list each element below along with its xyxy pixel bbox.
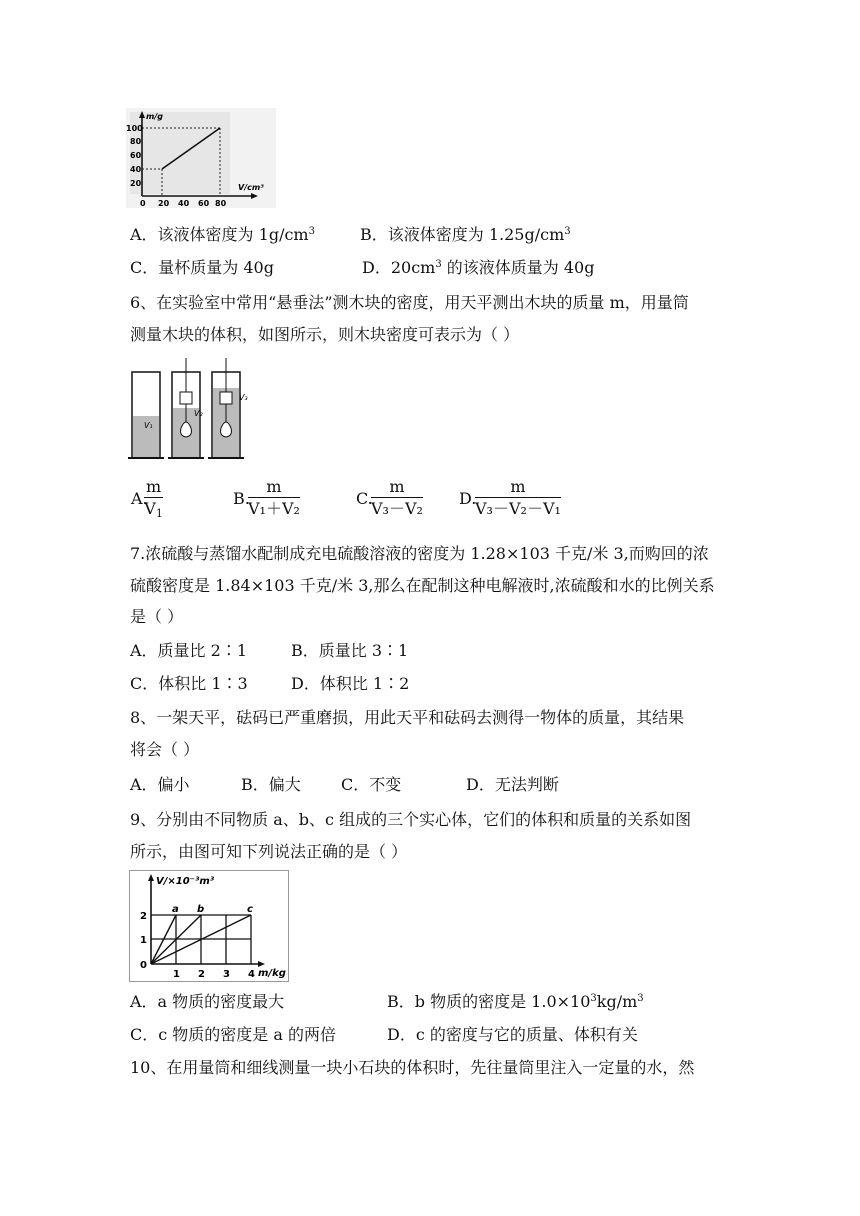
q9-option-a: A．a 物质的密度最大 — [130, 992, 285, 1011]
q9-y-tick: 2 — [140, 911, 147, 922]
q5-x-tick: 0 — [140, 199, 146, 208]
q6-option-c-denominator: V₃－V₂ — [371, 499, 423, 518]
q9-stem-line2: 所示，由图可知下列说法正确的是（ ） — [130, 842, 408, 861]
q5-y-axis-label: m/g — [146, 112, 163, 121]
q6-option-c-fraction — [371, 478, 423, 519]
q6-option-c-label: C. — [356, 489, 373, 508]
q5-option-a: A．该液体密度为 $1g/cm^3$ — [130, 225, 315, 244]
q6-cylinders-figure — [128, 358, 250, 464]
q9-y-tick: 1 — [140, 935, 147, 946]
q9-option-b: B．b 物质的密度是 $1.0\times 10^3kg/m^3$ — [387, 992, 644, 1011]
q9-stem-line1: 9、分别由不同物质 a、b、c 组成的三个实心体，它们的体积和质量的关系如图 — [130, 810, 692, 829]
q5-x-tick: 40 — [178, 199, 190, 208]
q5-y-tick: 60 — [130, 151, 142, 160]
q5-y-tick: 80 — [130, 137, 142, 146]
q9-x-tick: 4 — [248, 969, 255, 980]
q5-option-c: C．量杯质量为 40g — [130, 258, 274, 277]
q6-option-a-denominator: $V_1$ — [144, 499, 163, 520]
q9-line-label-a: a — [172, 904, 179, 915]
q6-option-a-label: A. — [131, 489, 148, 508]
q9-line-label-b: b — [197, 904, 205, 915]
q7-option-b: B．质量比 3∶1 — [291, 641, 409, 660]
q7-stem-line2: 硫酸密度是 1.84×103 千克/米 3,那么在配制这种电解液时,浓硫酸和水的比例关系 — [130, 576, 715, 595]
q5-y-tick: 20 — [130, 179, 142, 188]
q9-x-axis-label: m/kg — [258, 968, 286, 979]
q5-option-b: B．该液体密度为 $1.25g/cm^3$ — [360, 225, 571, 244]
q6-option-d-label: D. — [459, 489, 477, 508]
q5-option-d: D．$20cm^3$ 的该液体质量为 40g — [362, 258, 595, 277]
q7-option-a: A．质量比 2∶1 — [130, 641, 248, 660]
q10-stem-line1: 10、在用量筒和细线测量一块小石块的体积时，先往量筒里注入一定量的水，然 — [130, 1058, 695, 1077]
q5-y-tick: 40 — [130, 165, 142, 174]
q6-option-a-numerator: m — [146, 477, 162, 496]
q9-y-axis-label: V/×10⁻³m³ — [156, 876, 215, 887]
q6-option-a-fraction — [144, 478, 163, 519]
q6-stem-line2: 测量木块的体积，如图所示，则木块密度可表示为（ ） — [130, 325, 520, 344]
q6-option-b-label: B. — [233, 489, 250, 508]
q6-option-b-numerator: m — [248, 478, 300, 498]
q8-option-d: D．无法判断 — [466, 775, 559, 794]
q9-option-c: C．c 物质的密度是 a 的两倍 — [130, 1025, 337, 1044]
q8-stem-line1: 8、一架天平，砝码已严重磨损，用此天平和砝码去测得一物体的质量，其结果 — [130, 708, 685, 727]
q9-option-d: D．c 的密度与它的质量、体积有关 — [387, 1025, 638, 1044]
q5-x-tick: 20 — [158, 199, 170, 208]
q6-option-d-numerator: m — [475, 478, 561, 498]
q5-y-tick: 100 — [126, 124, 143, 133]
q5-x-tick: 80 — [215, 199, 227, 208]
q5-x-tick: 60 — [198, 199, 210, 208]
q6-v1-label: V₁ — [144, 421, 153, 430]
q9-x-tick: 3 — [223, 969, 230, 980]
q7-option-c: C．体积比 1∶3 — [130, 674, 248, 693]
q7-stem-line3: 是（ ） — [130, 607, 184, 626]
q6-v3-label: V₃ — [239, 393, 248, 402]
q8-option-c: C．不变 — [341, 775, 402, 794]
q5-mass-volume-graph — [126, 108, 276, 208]
q6-option-d-denominator: V₃－V₂－V₁ — [475, 499, 561, 518]
q6-option-c-numerator: m — [371, 478, 423, 498]
q6-v2-label: V₂ — [194, 409, 203, 418]
q7-option-d: D．体积比 1∶2 — [291, 674, 410, 693]
q9-line-label-c: c — [247, 904, 253, 915]
q6-stem-line1: 6、在实验室中常用“悬垂法”测木块的密度，用天平测出木块的质量 m，用量筒 — [130, 293, 689, 312]
q8-option-b: B．偏大 — [241, 775, 301, 794]
q8-stem-line2: 将会（ ） — [130, 740, 200, 759]
q9-volume-mass-graph — [129, 870, 289, 982]
q7-stem-line1: 7.浓硫酸与蒸馏水配制成充电硫酸溶液的密度为 1.28×103 千克/米 3,而购回的浓 — [130, 544, 709, 563]
q6-option-b-denominator: V₁＋V₂ — [248, 499, 300, 518]
q9-x-tick: 1 — [173, 969, 180, 980]
q6-option-b-fraction — [248, 478, 300, 519]
q6-option-d-fraction — [475, 478, 561, 519]
q8-option-a: A．偏小 — [130, 775, 190, 794]
q9-x-tick: 2 — [198, 969, 205, 980]
q9-y-tick: 0 — [140, 960, 147, 971]
q5-x-axis-label: V/cm³ — [238, 183, 264, 192]
